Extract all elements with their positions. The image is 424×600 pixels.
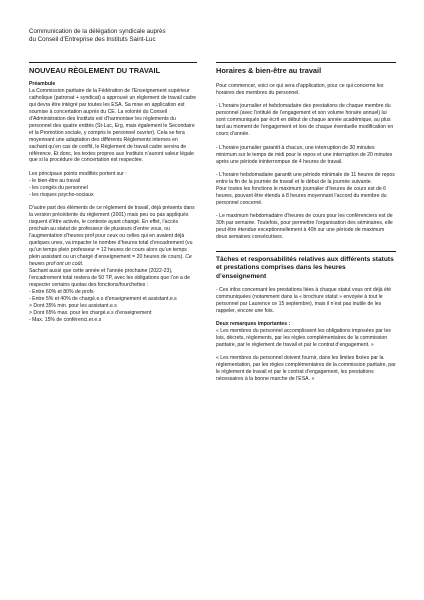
schedule-bullet-1: - L’horaire journalier et hebdomadaire des prestations de chaque membre du personnel (avec l’intitulé de l’engagement et son volume horaire annuel) lui sont communiqués par écrit en début de chaque année académique, au plus tard au moment de l’engagement et lors de chaque éventuelle modification en cours d’année. <box>216 103 394 138</box>
remark-2: « Les membres du personnel doivent fournir, dans les limites fixées par la réglementation, par les règles complémentaires de la commission paritaire, par le règlement de travail et par le contrat d’engagement, les prestations nécessaires à la bonne marche de l’ESA. » <box>216 355 396 383</box>
schedule-bullet-3-followup: Pour toutes les fonctions le maximum journalier d’heures de cours est de 6 heures, pouvant être étendu à 8 heures moyennant l’accord du membre du personnel concerné. <box>216 185 387 206</box>
list-item: > Dont 65% max. pour les chargé.e.s d’enseignement <box>29 309 152 316</box>
left-column-title: NOUVEAU RÈGLEMENT DU TRAVAIL <box>29 66 161 75</box>
schedule-bullet-2: - L’horaire journalier garantit à chacun, une interruption de 30 minutes minimum sur le temps de midi pour le repos et une interruption de 20 minutes après une période ininterrompue de 4 heures de travail. <box>216 144 393 165</box>
list-item: - Entre 60% et 80% de profs <box>29 288 94 295</box>
document-header <box>29 28 249 44</box>
right-column-title: Horaires & bien-être au travail <box>216 66 322 75</box>
right-column <box>216 62 396 390</box>
header-line-2: du Conseil d’Entreprise des Instituts Saint-Luc <box>29 36 156 44</box>
header-line-1: Communication de la délégation syndicale auprès <box>29 28 166 35</box>
list-item: - Entre 5% et 40% de chargé.e.s d’enseignement et assistant.e.s <box>29 295 177 302</box>
context-paragraph-italic: Ce heures prof ont un coût. <box>29 253 192 267</box>
list-item: - le bien-être au travail <box>29 177 81 184</box>
remark-1: « Les membres du personnel accomplissent les obligations imposées par les lois, décrets, règlements, par les règles complémentaires de la commission paritaire, par le règlement de travail et par le contrat d’engagement. » <box>216 327 391 348</box>
context-paragraph <box>29 205 197 268</box>
list-item: - les risques psycho-sociaux <box>29 191 94 198</box>
schedule-intro: Pour commencer, voici ce qui sera d’application, pour ce qui concerne les horaires des membres du personnel. <box>216 83 384 96</box>
right-column-rule <box>216 62 396 63</box>
remarks-heading: Deux remarques importantes : <box>216 321 291 328</box>
preamble-paragraph: La Commission paritaire de la Fédération de l’Enseignement supérieur catholique (patronat + syndicat) a approuvé un règlement de travail cadre qui devra être intégré par toutes les ESA. Sa mise en application est soumise à concertation auprès du CE. La volonté du Conseil d’Administration des Instituts est d’harmoniser les règlements du personnel des quatre entités (St-Luc, Erg, mais également le Secondaire et la Promotion sociale, y compris le personnel ouvrier). Cela se fera moyennant une adaptation des différents Règlements internes en sachant qu’en cas de conflit, le Règlement de travail cadre servira de référence. Et donc, les textes propres aux Instituts n’auront valeur légale que si la procédure de concertation est respectée. <box>29 87 197 164</box>
list-item: > Dont 35% min. pour les assistant.e.s <box>29 302 117 309</box>
context-paragraph-text: D’autre part des éléments de ce règlement de travail, déjà présents dans la version précédente du règlement (2001) mais peu ou pas appliqués risquent d’être activés, le contexte ayant changé. En effet, l’accès prochain au statut de professeur de plusieurs d’entre vous, ou l’augmentation d’heures prof pour ceux ou celles qui en avaient déjà quelques unes, va impacter le nombre d’heures total d’encadrement (vu qu’un temps plein professeur = 12 heures de cours alors qu’un temps plein assistant ou un chargé d’enseignement = 20 heures de cours). <box>29 205 195 260</box>
list-item: - Max. 15% de conférenci.er.e.s <box>29 316 102 323</box>
schedule-bullet-4: - Le maximum hebdomadaire d’heures de cours pour les conférenciers est de 30h par semaine. Toutefois, pour permettre l’organisation des séminaires, elle peut être étendue exceptionnellement à 40h sur une période de maximum deux semaines consécutives. <box>216 213 393 241</box>
modified-points-intro: Les principaux points modifiés portent sur : <box>29 170 127 177</box>
left-column-rule <box>29 62 197 63</box>
left-column <box>29 62 197 323</box>
preamble-heading: Préambule <box>29 81 56 87</box>
schedule-bullet-3: - L’horaire hebdomadaire garantit une période minimale de 11 heures de repos entre la fin de la journée de travail et le début de la journée suivante. <box>216 172 395 185</box>
statuses-paragraph: - Ces infos concernant les prestations liées à chaque statut vous ont déjà été communiquées (notamment dans la « brochure statut » envoyée à tout le personnel par Laurence ce 15 septembre), mais il n’est pas inutile de les rappeler, encore une fois. <box>216 286 392 314</box>
modified-points-list <box>29 178 197 199</box>
list-item: - les congés du personnel <box>29 184 88 191</box>
section-2-title: Tâches et responsabilités relatives aux différents statuts et prestations comprises dans les heures d’enseignement <box>216 256 394 280</box>
quota-intro: Sachant aussi que cette année et l’année prochaine (2022-23), l’encadrement total restera de 50 TP, avec les obligations que l’on a de respecter certains quotas des fonctions/fourchettes : <box>29 267 190 288</box>
section-rule <box>216 251 396 252</box>
quota-list <box>29 289 197 324</box>
